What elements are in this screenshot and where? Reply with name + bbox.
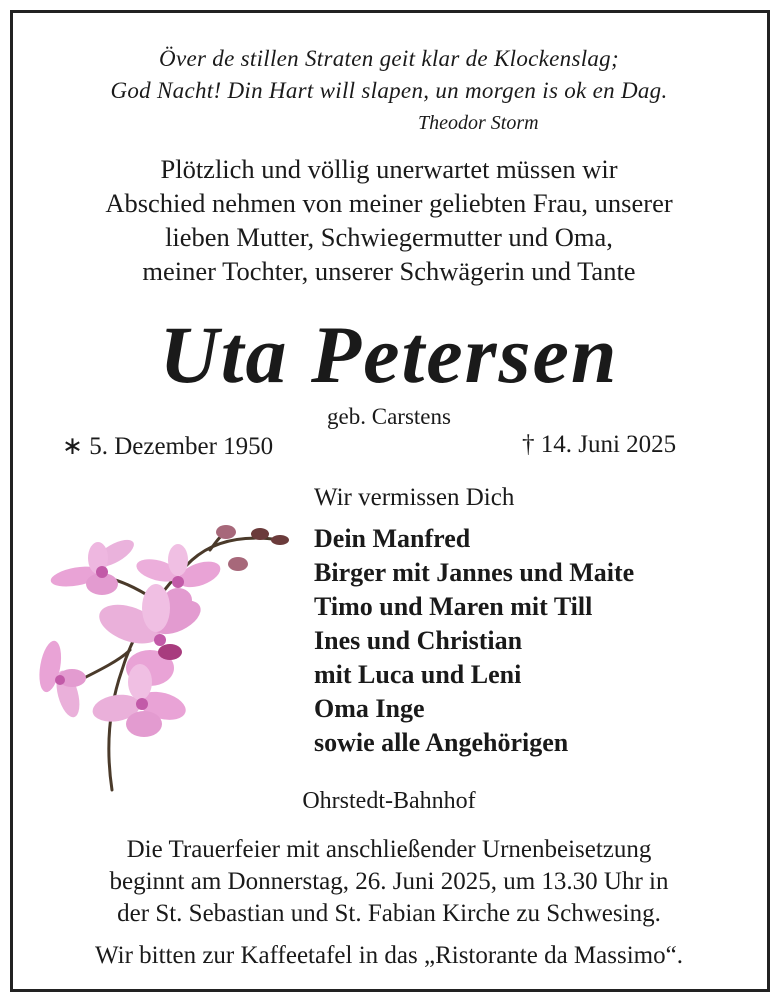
service-line-4: Wir bitten zur Kaffeetafel in das „Ristorante da Massimo“. (95, 942, 683, 969)
birth-date: ∗ 5. Dezember 1950 (62, 433, 274, 460)
intro-line-4: meiner Tochter, unserer Schwägerin und Tante (142, 256, 636, 286)
mourner-line: Ines und Christian (314, 626, 523, 655)
intro-line-2: Abschied nehmen von meiner geliebten Frau, unserer (105, 188, 673, 218)
orchid-flower-illustration (30, 520, 300, 800)
intro-line-3: lieben Mutter, Schwiegermutter und Oma, (165, 222, 613, 252)
birth-name: geb. Carstens (327, 404, 451, 429)
mourner-line: Dein Manfred (314, 524, 471, 553)
quote-author: Theodor Storm (418, 112, 539, 134)
mourner-line: mit Luca und Leni (314, 660, 522, 689)
service-line-3: der St. Sebastian und St. Fabian Kirche zu Schwesing. (117, 900, 661, 927)
intro-line-1: Plötzlich und völlig unerwartet müssen wir (160, 154, 618, 184)
quote-line-1: Över de stillen Straten geit klar de Klockenslag; (159, 46, 619, 71)
service-line-2: beginnt am Donnerstag, 26. Juni 2025, um 13.30 Uhr in (109, 868, 669, 895)
mourner-line: Timo und Maren mit Till (314, 592, 593, 621)
place-of-residence: Ohrstedt-Bahnhof (302, 788, 476, 814)
quote-line-2: God Nacht! Din Hart will slapen, un morgen is ok en Dag. (110, 78, 668, 103)
mourner-line: sowie alle Angehörigen (314, 728, 569, 757)
mourner-line: Birger mit Jannes und Maite (314, 558, 635, 587)
service-line-1: Die Trauerfeier mit anschließender Urnenbeisetzung (126, 836, 652, 863)
mourners-intro: Wir vermissen Dich (314, 484, 515, 511)
deceased-name: Uta Petersen (159, 309, 619, 400)
mourner-line: Oma Inge (314, 694, 425, 723)
death-date: † 14. Juni 2025 (522, 431, 677, 458)
